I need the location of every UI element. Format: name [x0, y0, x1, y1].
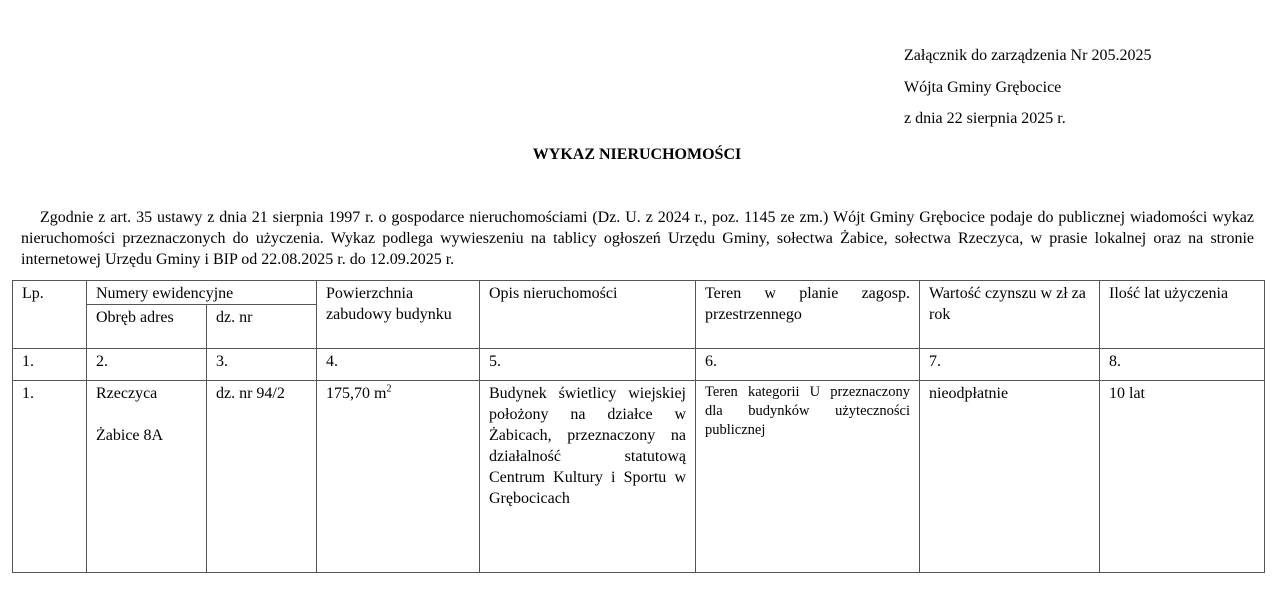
- cell-opis: Budynek świetlicy wiejskiej położony na działce w Żabicach, przeznaczony na działalność statutową Centrum Kultury i Sportu w Grębocicach: [480, 381, 696, 573]
- column-number: 8.: [1100, 349, 1265, 381]
- column-number: 3.: [207, 349, 317, 381]
- cell-ilosc: 10 lat: [1100, 381, 1265, 573]
- cell-powierzchnia: [317, 381, 480, 573]
- area-unit-sup: 2: [386, 383, 392, 395]
- column-number: 6.: [696, 349, 920, 381]
- intro-text: Zgodnie z art. 35 ustawy z dnia 21 sierpnia 1997 r. o gospodarce nieruchomościami (Dz. U. z 2024 r., poz. 1145 ze zm.) Wójt Gminy Grębocice podaje do publicznej wiadomości wykaz nieruchomości przeznaczonych do użyczenia. Wykaz podlega wywieszeniu na tablicy ogłoszeń Urzędu Gminy, sołectwa Żabice, sołectwa Rzeczyca, w prasie lokalnej oraz na stronie internetowej Urzędu Gminy i BIP od 22.08.2025 r. do 12.09.2025 r.: [21, 209, 1254, 268]
- cell-adres: Żabice 8A: [96, 427, 164, 444]
- column-number: 4.: [317, 349, 480, 381]
- area-value: 175,70 m: [326, 385, 387, 402]
- cell-lp: 1.: [13, 381, 87, 573]
- column-number: 5.: [480, 349, 696, 381]
- property-table: [12, 280, 1265, 573]
- cell-dz: dz. nr 94/2: [207, 381, 317, 573]
- header-numery-ewidencyjne: Numery ewidencyjne: [87, 281, 317, 305]
- header-opis: Opis nieruchomości: [480, 281, 696, 349]
- column-number: 1.: [13, 349, 87, 381]
- intro-paragraph: [21, 207, 1254, 270]
- table-row: [13, 381, 1265, 573]
- header-powierzchnia: Powierzchnia zabudowy budynku: [317, 281, 480, 349]
- attachment-line-3: z dnia 22 sierpnia 2025 r.: [904, 110, 1066, 127]
- document-title: WYKAZ NIERUCHOMOŚCI: [532, 146, 742, 163]
- cell-teren: Teren kategorii U przeznaczony dla budynków użyteczności publicznej: [696, 381, 920, 573]
- header-dz: dz. nr: [207, 305, 317, 349]
- column-number: 2.: [87, 349, 207, 381]
- header-obreb: Obręb adres: [87, 305, 207, 349]
- header-lp: Lp.: [13, 281, 87, 349]
- attachment-line-2: Wójta Gminy Grębocice: [904, 78, 1062, 96]
- header-wartosc: Wartość czynszu w zł za rok: [920, 281, 1100, 349]
- column-number: 7.: [920, 349, 1100, 381]
- cell-obreb-name: Rzeczyca: [96, 385, 158, 402]
- header-teren: Teren w planie zagosp. przestrzennego: [696, 281, 920, 349]
- attachment-line-1: Załącznik do zarządzenia Nr 205.2025: [904, 47, 1152, 64]
- header-ilosc: Ilość lat użyczenia: [1100, 281, 1265, 349]
- cell-obreb: [87, 381, 207, 573]
- cell-wartosc: nieodpłatnie: [920, 381, 1100, 573]
- attachment-header: [904, 40, 1151, 135]
